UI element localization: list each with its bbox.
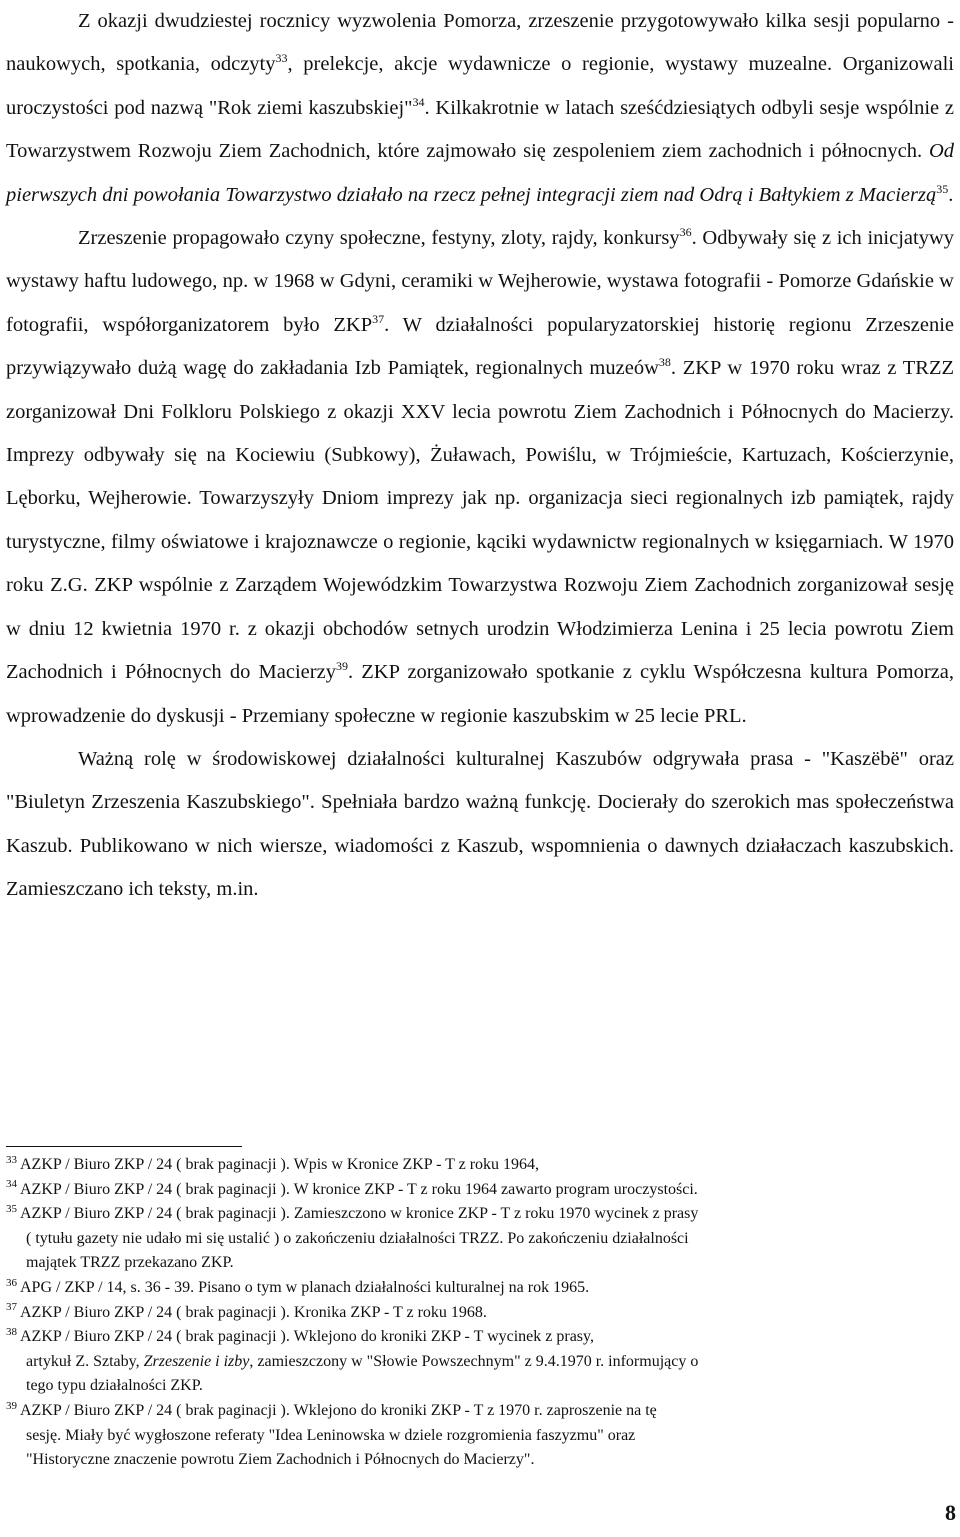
text-run: , prelekcje, akcje wydawnicze o regionie, wystawy muzealne. Organizowali uroczystości pod nazwą "Rok ziemi kaszubskiej": [6, 53, 954, 119]
footnote-line: AZKP / Biuro ZKP / 24 ( brak paginacji ). Kronika ZKP - T z roku 1968.: [20, 1303, 487, 1321]
text-run: . ZKP zorganizowało spotkanie z cyklu Współczesna kultura Pomorza, wprowadzenie do dyskusji - Przemiany społeczne w regionie kaszubskim w 25 lecie PRL.: [6, 661, 954, 727]
footnote-line: tego typu działalności ZKP.: [26, 1377, 203, 1395]
footnote-ref: 37: [372, 312, 385, 327]
footnote-ref: 33: [275, 51, 288, 66]
text-run: . Kilkakrotnie w latach sześćdziesiątych odbyli sesje wspólnie z Towarzystwem Rozwoju Ziem Zachodnich, które zajmowało się zespoleniem ziem zachodnich i północnych.: [6, 96, 954, 163]
footnote: [6, 1399, 954, 1473]
text-run: . ZKP w 1970 roku wraz z TRZZ zorganizował Dni Folkloru Polskiego z okazji XXV lecia powrotu Ziem Zachodnich i Północnych do Macierzy. Imprezy odbywały się na Kociewiu (Subkowy), Żuławach, Powiślu, w Trójmieście, Kartuzach, Kościerzynie, Lęborku, Wejherowie. Towarzyszyły Dniom imprezy jak np. organizacja sieci regionalnych izb pamiątek, rajdy turystyczne, filmy oświatowe i krajoznawcze o regionie, kąciki wydawnictw regionalnych w księgarniach. W 1970 roku Z.G. ZKP wspólnie z Zarządem Wojewódzkim Towarzystwa Rozwoju Ziem Zachodnich zorganizował sesję w dniu 12 kwietnia 1970 r. z okazji obchodów setnych urodzin Włodzimierza Lenina i 25 lecia powrotu Ziem Zachodnich i Północnych do Macierzy: [6, 357, 954, 684]
footnote-number: 39: [6, 1399, 17, 1412]
text-run: Ważną rolę w środowiskowej działalności kulturalnej Kaszubów odgrywała prasa - "Kaszëbë" oraz "Biuletyn Zrzeszenia Kaszubskiego". Spełniała bardzo ważną funkcję. Docierały do szerokich mas społeczeństwa Kaszub. Publikowano w nich wiersze, wiadomości z Kaszub, wspomnienia o dawnych działaczach kaszubskich. Zamieszczano ich teksty, m.in.: [6, 747, 954, 901]
footnote: [6, 1202, 954, 1276]
footnote-line: artykuł Z. Sztaby, Zrzeszenie i izby, zamieszczony w "Słowie Powszechnym" z 9.4.1970 r. informujący o: [26, 1352, 699, 1370]
footnote-ref: 36: [679, 225, 692, 240]
footnote-number: 36: [6, 1276, 17, 1289]
paragraph: [6, 738, 954, 912]
text-run: .: [948, 183, 954, 206]
footnote: [6, 1276, 954, 1301]
footnote: [6, 1325, 954, 1399]
footnote-line: ( tytułu gazety nie udało mi się ustalić ) o zakończeniu działalności TRZZ. Po zakończeniu działalności: [26, 1229, 689, 1247]
footnote: [6, 1153, 954, 1178]
footnote-number: 35: [6, 1202, 17, 1215]
text-run: . Odbywały się z ich inicjatywy wystawy haftu ludowego, np. w 1968 w Gdyni, ceramiki w Wejherowie, wystawa fotografii - Pomorze Gdańskie w fotografii, współorganizatorem było ZKP: [6, 227, 954, 336]
footnote-line: AZKP / Biuro ZKP / 24 ( brak paginacji ). Wklejono do kroniki ZKP - T wycinek z prasy,: [20, 1328, 594, 1346]
footnote-line: APG / ZKP / 14, s. 36 - 39. Pisano o tym w planach działalności kulturalnej na rok 1965.: [20, 1278, 590, 1296]
footnotes: [6, 1153, 954, 1473]
footnote-separator: [6, 1146, 242, 1147]
footnote-line: AZKP / Biuro ZKP / 24 ( brak paginacji ). W kronice ZKP - T z roku 1964 zawarto program uroczystości.: [20, 1180, 698, 1198]
text-run: Z okazji dwudziestej rocznicy wyzwolenia Pomorza, zrzeszenie przygotowywało kilka sesji popularno - naukowych, spotkania, odczyty: [6, 10, 954, 76]
paragraph: [6, 0, 954, 217]
footnote-number: 38: [6, 1325, 17, 1338]
footnote: [6, 1178, 954, 1203]
footnote-line: "Historyczne znaczenie powrotu Ziem Zachodnich i Północnych do Macierzy".: [26, 1451, 535, 1469]
footnote-line: majątek TRZZ przekazano ZKP.: [26, 1254, 234, 1272]
text-run: Zrzeszenie propagowało czyny społeczne, festyny, zloty, rajdy, konkursy: [78, 227, 680, 250]
footnote: [6, 1301, 954, 1326]
footnote-number: 34: [6, 1178, 17, 1191]
footnote-number: 37: [6, 1301, 17, 1314]
page-number: 8: [945, 1500, 956, 1525]
footnote-line: AZKP / Biuro ZKP / 24 ( brak paginacji ). Wpis w Kronice ZKP - T z roku 1964,: [20, 1156, 540, 1173]
footnote-line: AZKP / Biuro ZKP / 24 ( brak paginacji ). Wklejono do kroniki ZKP - T z 1970 r. zaproszenie na tę: [20, 1401, 657, 1419]
footnote-ref: 38: [658, 355, 671, 370]
main-text: [6, 0, 954, 912]
footnote-ref: 39: [335, 659, 348, 674]
footnote-number: 33: [6, 1153, 17, 1166]
footnote-ref: 34: [412, 94, 425, 109]
footnote-line: sesję. Miały być wygłoszone referaty "Idea Leninowska w dziele rozgromienia faszyzmu" oraz: [26, 1426, 636, 1444]
footnote-line: AZKP / Biuro ZKP / 24 ( brak paginacji ). Zamieszczono w kronice ZKP - T z roku 1970 wycinek z prasy: [20, 1205, 699, 1223]
paragraph: [6, 217, 954, 738]
footnote-ref: 35: [936, 181, 949, 196]
text-run: . W działalności popularyzatorskiej historię regionu Zrzeszenie przywiązywało dużą wagę do zakładania Izb Pamiątek, regionalnych muzeów: [6, 313, 954, 380]
italic-text: Od pierwszych dni powołania Towarzystwo działało na rzecz pełnej integracji ziem nad Odrą i Bałtykiem z Macierzą: [6, 140, 954, 206]
